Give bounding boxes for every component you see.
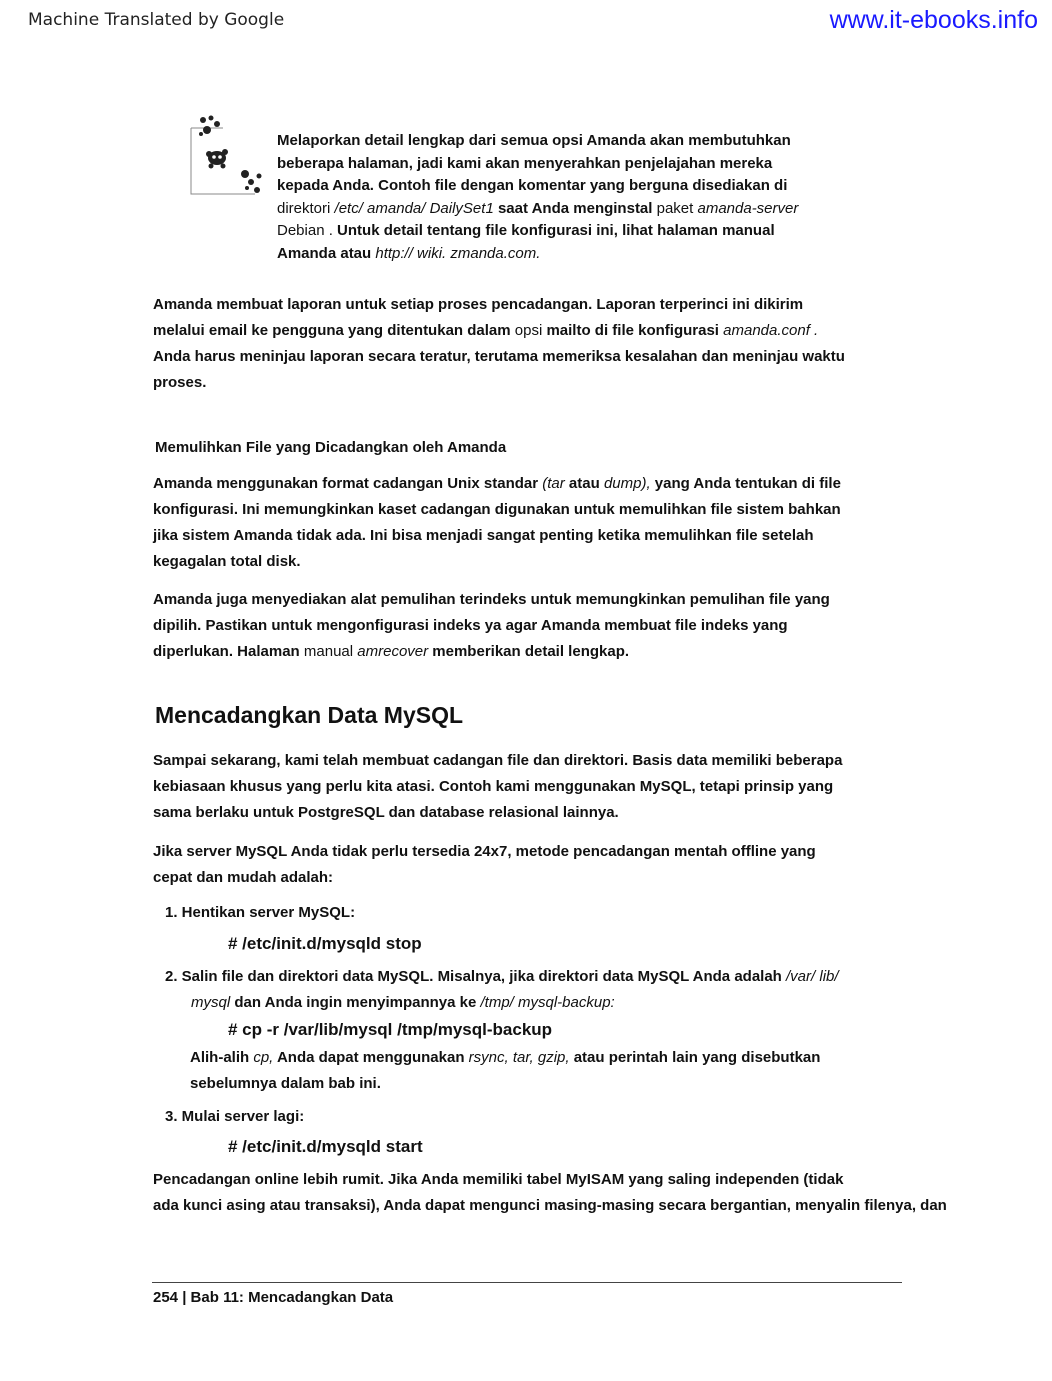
command-line: # /etc/init.d/mysqld start [228, 1137, 423, 1156]
paragraph: Pencadangan online lebih rumit. Jika Anda memiliki tabel MyISAM yang saling independen (tidak ada kunci asing atau transaksi), Anda dapat mengunci masing-masing secara bergantian, menyalin filenya, dan [153, 1171, 947, 1214]
paragraph: Amanda membuat laporan untuk setiap proses pencadangan. Laporan terperinci ini dikirim melalui email ke pengguna yang ditentukan dalam opsi mailto di file konfigurasi amanda.conf . Anda harus meninjau laporan secara teratur, terutama memeriksa kesalahan dan meninjau waktu proses. [153, 296, 845, 391]
footer-divider [152, 1282, 902, 1283]
step-1: 1. Hentikan server MySQL: [165, 904, 356, 921]
note-line: beberapa halaman, jadi kami akan menyerahkan penjelajahan mereka [277, 154, 773, 172]
machine-translated-label: Machine Translated by Google [28, 10, 285, 30]
note-line: Amanda atau http:// wiki. zmanda.com. [277, 244, 541, 262]
step-2: 2. Salin file dan direktori data MySQL. Misalnya, jika direktori data MySQL Anda adalah /var/ lib/ mysql dan Anda ingin menyimpannya ke /tmp/ mysql-backup: [165, 968, 839, 1011]
paragraph: Sampai sekarang, kami telah membuat cadangan file dan direktori. Basis data memiliki beberapa kebiasaan khusus yang perlu kita atasi. Contoh kami menggunakan MySQL, tetapi prinsip yang sama berlaku untuk PostgreSQL dan database relasional lainnya. [153, 752, 843, 821]
note-line: Debian . Untuk detail tentang file konfigurasi ini, lihat halaman manual [277, 222, 775, 239]
subheading: Memulihkan File yang Dicadangkan oleh Amanda [155, 439, 507, 456]
note-line: direktori /etc/ amanda/ DailySet1 saat Anda menginstal paket amanda-server [277, 199, 799, 217]
section-heading: Mencadangkan Data MySQL [155, 702, 464, 728]
paragraph: Amanda juga menyediakan alat pemulihan terindeks untuk memungkinkan pemulihan file yang dipilih. Pastikan untuk mengonfigurasi indeks ya agar Amanda membuat file indeks yang diperlukan. Halaman manual amrecover memberikan detail lengkap. [153, 591, 830, 660]
raccoon-note-icon [185, 110, 271, 202]
step-3: 3. Mulai server lagi: [165, 1108, 305, 1125]
command-line: # /etc/init.d/mysqld stop [228, 934, 422, 953]
step-2-note: Alih-alih cp, Anda dapat menggunakan rsync, tar, gzip, atau perintah lain yang disebutkan sebelumnya dalam bab ini. [190, 1049, 821, 1092]
command-line: # cp -r /var/lib/mysql /tmp/mysql-backup [228, 1020, 553, 1039]
page-footer: 254 | Bab 11: Mencadangkan Data [153, 1289, 394, 1306]
paragraph: Amanda menggunakan format cadangan Unix standar (tar atau dump), yang Anda tentukan di file konfigurasi. Ini memungkinkan kaset cadangan digunakan untuk memulihkan file sistem bahkan jika sistem Amanda tidak ada. Ini bisa menjadi sangat penting ketika memulihkan file setelah kegagalan total disk. [153, 475, 841, 570]
paragraph: Jika server MySQL Anda tidak perlu tersedia 24x7, metode pencadangan mentah offline yang cepat dan mudah adalah: [153, 843, 816, 886]
note-line: Melaporkan detail lengkap dari semua opsi Amanda akan membutuhkan [277, 132, 791, 149]
note-line: kepada Anda. Contoh file dengan komentar yang berguna disediakan di [277, 177, 788, 194]
site-link[interactable]: www.it-ebooks.info [829, 6, 1038, 34]
note-text [277, 130, 857, 265]
